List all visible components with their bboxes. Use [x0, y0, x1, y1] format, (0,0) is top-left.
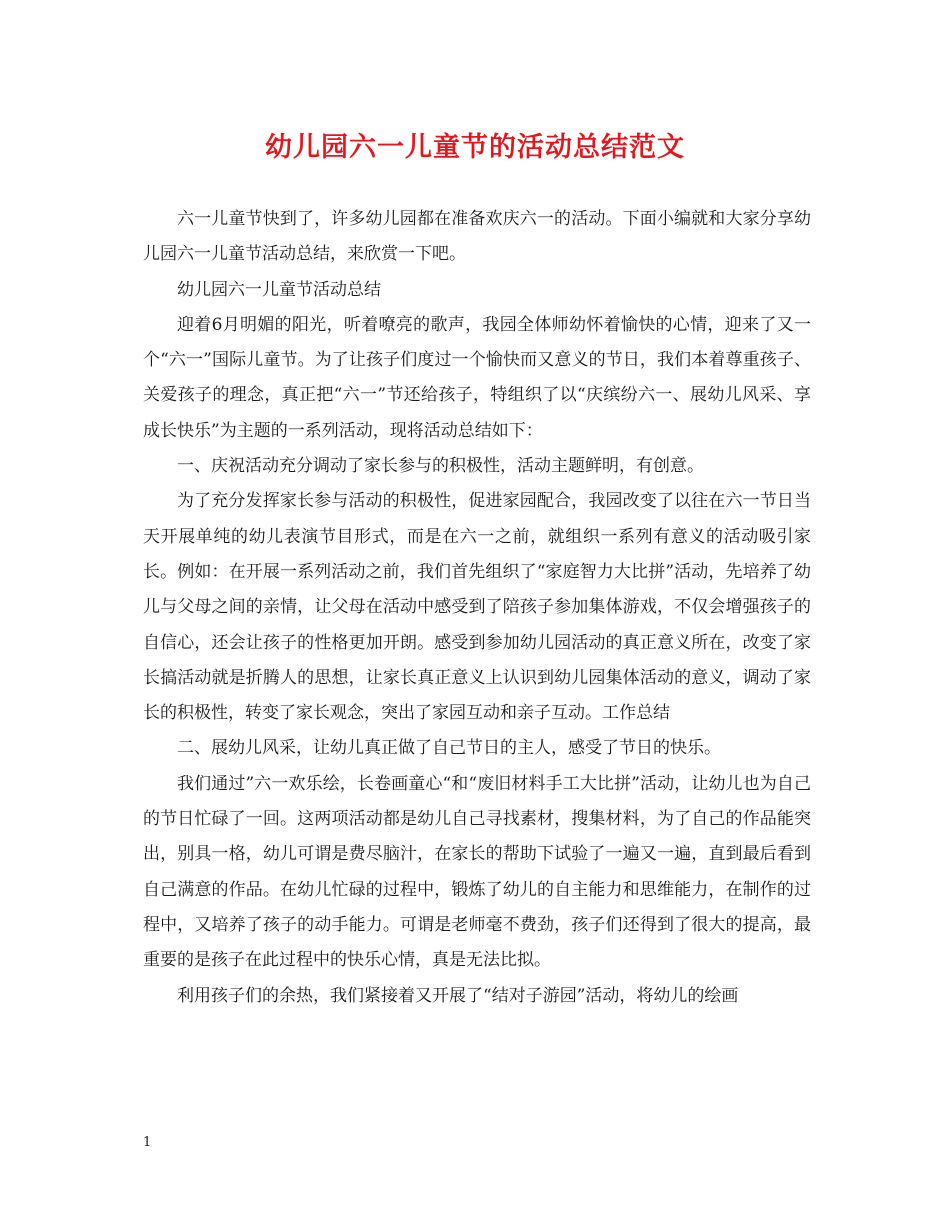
document-title: 幼儿园六一儿童节的活动总结范文 [265, 132, 685, 163]
page-number: 1 [143, 1135, 152, 1150]
intro-paragraph: 六一儿童节快到了，许多幼儿园都在准备欢庆六一的活动。下面小编就和大家分享幼儿园六一儿童节活动总结，来欣赏一下吧。 [143, 209, 811, 265]
point-two-heading: 二、展幼儿风采，让幼儿真正做了自己节日的主人，感受了节日的快乐。 [177, 738, 721, 759]
body-paragraph: 我们通过”六一欢乐绘，长卷画童心“和“废旧材料手工大比拼”活动，让幼儿也为自己的节日忙碌了一回。这两项活动都是幼儿自己寻找素材，搜集材料，为了自己的作品能突出，别具一格，幼儿可谓是费尽脑汁，在家长的帮助下试验了一遍又一遍，直到最后看到自己满意的作品。在幼儿忙碌的过程中，锻炼了幼儿的自主能力和思维能力，在制作的过程中，又培养了孩子的动手能力。可谓是老师毫不费劲，孩子们还得到了很大的提高，最重要的是孩子在此过程中的快乐心情，真是无法比拟。 [143, 773, 811, 971]
body-paragraph: 迎着6月明媚的阳光，听着嘹亮的歌声，我园全体师幼怀着愉快的心情，迎来了又一个“六一”国际儿童节。为了让孩子们度过一个愉快而又意义的节日，我们本着尊重孩子、关爱孩子的理念，真正把“六一”节还给孩子，特组织了以“庆缤纷六一、展幼儿风采、享成长快乐”为主题的一系列活动，现将活动总结如下： [143, 314, 811, 441]
point-one-heading: 一、庆祝活动充分调动了家长参与的积极性，活动主题鲜明，有创意。 [177, 456, 704, 477]
body-paragraph: 为了充分发挥家长参与活动的积极性，促进家园配合，我园改变了以往在六一节日当天开展单纯的幼儿表演节目形式，而是在六一之前，就组织一系列有意义的活动吸引家长。例如：在开展一系列活动之前，我们首先组织了“家庭智力大比拼”活动，先培养了幼儿与父母之间的亲情，让父母在活动中感受到了陪孩子参加集体游戏，不仅会增强孩子的自信心，还会让孩子的性格更加开朗。感受到参加幼儿园活动的真正意义所在，改变了家长搞活动就是折腾人的思想，让家长真正意义上认识到幼儿园集体活动的意义，调动了家长的积极性，转变了家长观念，突出了家园互动和亲子互动。工作总结 [143, 491, 811, 724]
section-heading: 幼儿园六一儿童节活动总结 [177, 279, 381, 300]
body-paragraph: 利用孩子们的余热，我们紧接着又开展了“结对子游园”活动，将幼儿的绘画 [177, 985, 739, 1006]
document-body [143, 202, 811, 1014]
